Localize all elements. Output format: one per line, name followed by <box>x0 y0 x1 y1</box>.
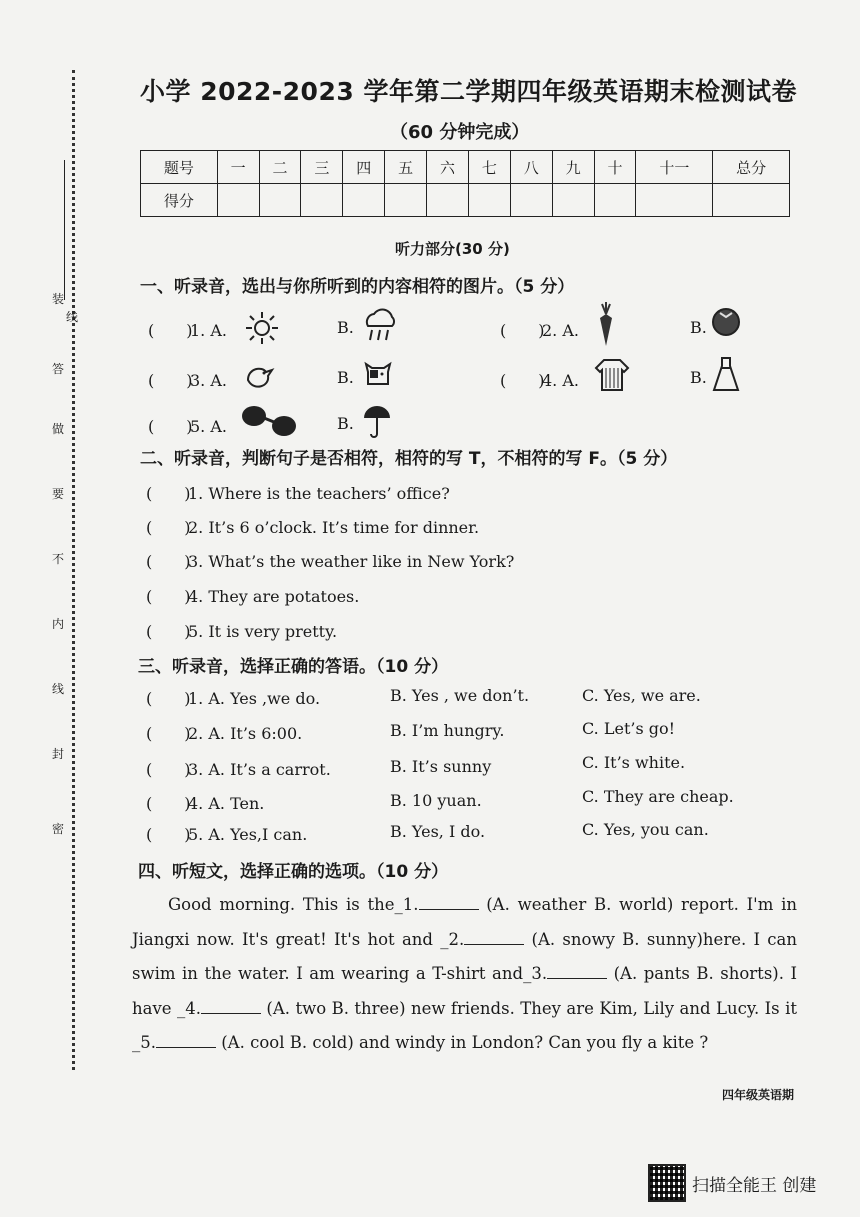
option-c: C. Yes, you can. <box>582 820 709 839</box>
option-b: B. I’m hungry. <box>390 721 505 740</box>
s3-item-5 <box>146 822 307 845</box>
score-cell[interactable] <box>427 184 469 217</box>
option-b: B. Yes, I do. <box>390 822 486 841</box>
answer-paren[interactable]: ( ) <box>148 371 193 390</box>
carrot-icon <box>594 302 618 348</box>
binding-dotted-line <box>72 70 75 1070</box>
margin-char: 内 <box>52 617 65 631</box>
score-cell[interactable] <box>636 184 713 217</box>
score-header-cell: 六 <box>427 151 469 184</box>
page-footer: 四年级英语期 <box>722 1088 795 1102</box>
answer-paren[interactable]: ( ) <box>146 760 191 779</box>
score-table <box>140 150 790 217</box>
s1-item-1 <box>148 318 227 341</box>
passage-text: (A. pants B. shorts). I have _4. <box>132 964 798 1018</box>
answer-paren[interactable]: ( ) <box>146 689 191 708</box>
margin-char: 装 <box>52 292 65 306</box>
score-header-cell: 三 <box>301 151 343 184</box>
chicken-icon <box>240 358 276 394</box>
qr-code-icon <box>648 1164 686 1202</box>
passage-text: (A. two B. three) new friends. They are Kim, Lily and Lucy. Is it _5. <box>132 998 797 1052</box>
tomato-icon <box>710 305 742 337</box>
option-a: 1. A. Yes ,we do. <box>188 689 321 708</box>
answer-paren[interactable]: ( ) <box>146 724 191 743</box>
sun-icon <box>244 310 280 346</box>
s3-item-1 <box>146 686 320 709</box>
listening-heading: 听力部分(30 分) <box>395 240 510 258</box>
answer-paren[interactable]: ( ) <box>146 587 191 606</box>
score-cell[interactable] <box>259 184 301 217</box>
score-header-cell: 七 <box>468 151 510 184</box>
passage-text: (A. cool B. cold) and windy in London? Can you fly a kite ? <box>216 1033 709 1052</box>
item-number: 5. A. <box>190 417 227 436</box>
score-cell[interactable] <box>510 184 552 217</box>
item-number: 4. A. <box>542 371 579 390</box>
s2-item <box>146 549 514 572</box>
score-cell[interactable] <box>343 184 385 217</box>
answer-paren[interactable]: ( ) <box>146 552 191 571</box>
score-header-cell: 八 <box>510 151 552 184</box>
answer-paren[interactable]: ( ) <box>148 417 193 436</box>
sweater-icon <box>594 356 630 392</box>
margin-char: 线 <box>52 682 65 696</box>
sunglasses-icon <box>240 402 298 438</box>
s3-item-3 <box>146 757 331 780</box>
option-b: B. Yes , we don’t. <box>390 686 530 705</box>
margin-char: 不 <box>52 552 65 566</box>
answer-paren[interactable]: ( ) <box>146 794 191 813</box>
option-a: 4. A. Ten. <box>188 794 265 813</box>
passage-text: Good morning. This is the_1. <box>168 895 419 914</box>
scanner-watermark <box>648 1164 816 1202</box>
score-header-cell: 十一 <box>636 151 713 184</box>
s3-item-4 <box>146 791 264 814</box>
passage-text: (A. snowy B. sunny)here. I can swim in the water. I am wearing a T-shirt and_3. <box>132 929 798 983</box>
margin-char: 线 <box>66 310 79 324</box>
blank-5[interactable] <box>156 1047 216 1048</box>
margin-char: 密 <box>52 822 65 836</box>
s2-item-text: 3. What’s the weather like in New York? <box>188 552 515 571</box>
s1-item-2 <box>500 318 579 341</box>
score-header-cell: 十 <box>594 151 636 184</box>
s1-item-5-b: B. <box>337 414 354 433</box>
score-row-label: 得分 <box>141 184 218 217</box>
option-a: 3. A. It’s a carrot. <box>188 760 331 779</box>
dress-icon <box>712 356 740 392</box>
score-header-cell: 二 <box>259 151 301 184</box>
s1-item-3-b: B. <box>337 368 354 387</box>
score-cell[interactable] <box>713 184 790 217</box>
option-a: 5. A. Yes,I can. <box>188 825 308 844</box>
score-table-header-row <box>141 151 790 184</box>
umbrella-icon <box>362 404 392 440</box>
blank-3[interactable] <box>547 978 607 979</box>
margin-char: 做 <box>52 422 65 436</box>
item-number: 1. A. <box>190 321 227 340</box>
section4-title: 四、听短文，选择正确的选项。（10 分） <box>138 862 449 882</box>
answer-paren[interactable]: ( ) <box>500 371 545 390</box>
section3-title: 三、听录音，选择正确的答语。（10 分） <box>138 657 449 677</box>
answer-paren[interactable]: ( ) <box>500 321 545 340</box>
score-header-cell: 一 <box>217 151 259 184</box>
section1-title: 一、听录音，选出与你所听到的内容相符的图片。（5 分） <box>140 277 575 297</box>
blank-2[interactable] <box>464 944 524 945</box>
s2-item-text: 1. Where is the teachers’ office? <box>188 484 450 503</box>
margin-char: 答 <box>52 362 65 376</box>
option-a: 2. A. It’s 6:00. <box>188 724 303 743</box>
s1-item-4-b: B. <box>690 368 707 387</box>
s2-item-text: 5. It is very pretty. <box>188 622 338 641</box>
s2-item <box>146 481 450 504</box>
exam-title: 小学 2022-2023 学年第二学期四年级英语期末检测试卷 <box>140 77 797 106</box>
score-table-score-row <box>141 184 790 217</box>
s2-item <box>146 619 337 642</box>
score-header-cell: 总分 <box>713 151 790 184</box>
s1-item-2-b: B. <box>690 318 707 337</box>
option-c: C. Let’s go! <box>582 719 676 738</box>
cow-icon <box>360 356 396 392</box>
margin-char: 要 <box>52 487 65 501</box>
item-number: 3. A. <box>190 371 227 390</box>
answer-paren[interactable]: ( ) <box>146 825 191 844</box>
option-b: B. It’s sunny <box>390 757 492 776</box>
option-c: C. It’s white. <box>582 753 686 772</box>
answer-paren[interactable]: ( ) <box>146 518 191 537</box>
blank-1[interactable] <box>419 909 479 910</box>
s1-item-3 <box>148 368 227 391</box>
score-cell[interactable] <box>301 184 343 217</box>
item-number: 2. A. <box>542 321 579 340</box>
score-cell[interactable] <box>217 184 259 217</box>
score-cell[interactable] <box>594 184 636 217</box>
score-cell[interactable] <box>385 184 427 217</box>
option-c: C. They are cheap. <box>582 787 734 806</box>
s1-item-4 <box>500 368 579 391</box>
s3-item-2 <box>146 721 302 744</box>
section2-title: 二、听录音，判断句子是否相符，相符的写 T，不相符的写 F。（5 分） <box>140 449 678 469</box>
answer-paren[interactable]: ( ) <box>146 484 191 503</box>
margin-char: 封 <box>52 747 65 761</box>
s1-item-5 <box>148 414 227 437</box>
binding-line <box>64 160 65 300</box>
score-cell[interactable] <box>552 184 594 217</box>
score-header-cell: 题号 <box>141 151 218 184</box>
s2-item-text: 4. They are potatoes. <box>188 587 360 606</box>
scanner-text: 扫描全能王 创建 <box>692 1175 817 1196</box>
blank-4[interactable] <box>201 1013 261 1014</box>
s2-item <box>146 584 359 607</box>
passage-text: (A. weather B. world) report. I'm in Jiangxi now. It's great! It's hot and _2. <box>132 895 797 949</box>
s1-item-1-b: B. <box>337 318 354 337</box>
score-header-cell: 九 <box>552 151 594 184</box>
score-header-cell: 五 <box>385 151 427 184</box>
answer-paren[interactable]: ( ) <box>146 622 191 641</box>
option-b: B. 10 yuan. <box>390 791 482 810</box>
section4-passage <box>132 888 797 1061</box>
score-cell[interactable] <box>468 184 510 217</box>
option-c: C. Yes, we are. <box>582 686 701 705</box>
score-header-cell: 四 <box>343 151 385 184</box>
answer-paren[interactable]: ( ) <box>148 321 193 340</box>
rain-cloud-icon <box>360 306 400 344</box>
exam-subtitle: （60 分钟完成） <box>390 122 530 143</box>
s2-item-text: 2. It’s 6 o’clock. It’s time for dinner. <box>188 518 480 537</box>
s2-item <box>146 515 479 538</box>
